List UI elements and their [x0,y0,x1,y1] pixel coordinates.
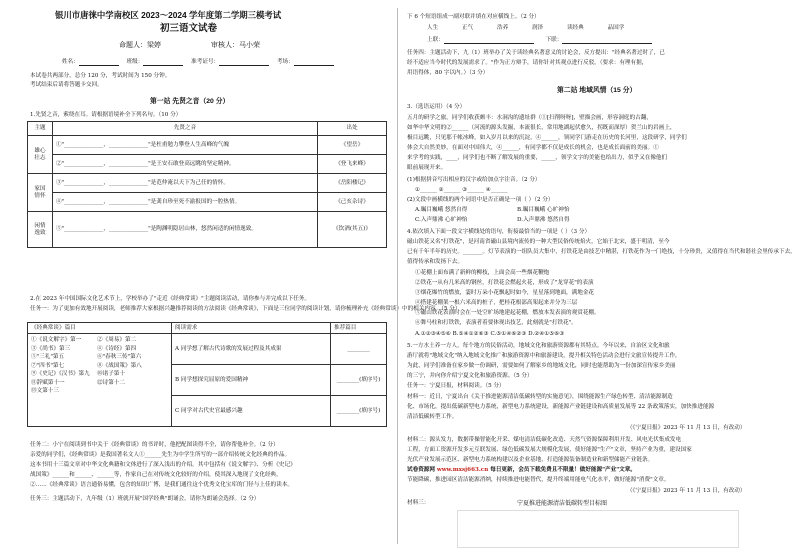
chapter-item: ⑨《史记》《汉书》第九 [31,371,90,377]
task2-passage-line-4: ②……《经典常谈》语言通俗易懂，包含的知识广博，是我们通往这个优秀文化宝库的门径与上佳的读本。 [30,482,293,488]
material-2-source: （《宁夏日报》2023 年 11 月 13 日，有改动） [627,488,746,494]
reading-need-b: B 同学想探究屈原的爱国精神 [172,365,331,396]
watermark-ad-line [407,467,636,474]
question-3: 3.（选语运用）（4 分） [407,104,466,110]
question-2-task3: 任务三：主题活动下，九年级（1）班就开展"国学经典"朗诵会，请你为朗诵会选择。（2 分） [30,496,260,502]
poem-source-1: 《望岳》 [318,136,387,155]
ad-suffix: 每日更新，会员下载免费且不限量！做好能源"产业"文章。 [488,467,636,473]
material-2-line-2: 工程，方面工资源开发多元互联发展、绿色低碳发展大规模化发展，使好能源"生产"文章，坚持产业为重，建设国家 [407,447,692,453]
poem-blank-3[interactable]: ③"______________，______________"是范仲淹以天下为己任的情怀。 [53,174,318,193]
theme-cell: 雄心 壮志 [28,136,53,174]
question-5-line-1: 5.一方水土养一方人，每个地方的民俗活动，地域文化和旅游资源都有其特点。今年以来，自治区文化和旅 [407,343,670,349]
reading-table-header-needs: 阅读需求 [172,323,331,334]
material-1-line-1: 材料一：近日，宁夏出台《关于推进能源清洁低碳转型的实施意见》，围绕能源生产绿色转型、清洁能源制造 [407,394,673,400]
lower-couplet-label: 下联： [545,37,563,43]
word-option: 人生 [427,25,439,31]
chapter-item: ①《说文解字》第一 [31,337,82,343]
school-title: 银川市唐徕中学南校区 2023～2024 学年度第二学期三模考试 [55,10,282,20]
chapter-list-cell [28,334,172,427]
upper-couplet-field[interactable] [444,37,534,44]
couplet-instruction: 下 6 个短语组成一副对联并填在对应横线上。（2 分） [407,14,540,20]
q4-item: ③烟花爆竹的燃放，霎时万朵小花飘起时如今，星星落到地面，满地金花 [415,290,595,296]
exam-room-field-label: 考场： [276,59,294,65]
material-2-line-3: 光伏产业发展示范区、新型电力系统构建以及企业基地，打造能源装备制造业和新型储能产业链条。 [407,457,654,463]
reading-table-header-chapters: 《经典常谈》篇目 [28,323,172,334]
passage3-line-5: 来学考的实践，____，同学们也不断了解发展的重要，_____，领学文字的美能也给出力，似乎又在像他们 [407,155,668,161]
question-2-task1: 任务一：为了更加有效地开展阅读，老师推荐大家根据兴趣推荐阅读的方法阅读《经典常谈》，下面是三位同学的阅读计划，请你梳理补充《经典常谈》中的相关内容。（5 分） [30,306,461,312]
chapter-row [31,346,168,355]
word-option: 浩养 [496,25,509,31]
reading-need-c: C 同学对古代史官最感兴趣 [172,396,331,427]
q4-item: ⑥舞马柱和打铁铁，表演者着要体现出技艺，此刻就是"打铁花"。 [415,320,577,326]
chapter-item: ⑦"四书"第七 [31,362,65,369]
chapter-list [31,337,168,397]
lower-couplet-field[interactable] [562,37,652,44]
passage3-line-4: 体会大自然美妙，在面对中国伟大，④______，有同学都不仅是成长的机会，也是成长面前的美丽。① [407,145,659,151]
chapter-item: ⑧《战国策》第八 [97,362,142,369]
material-1-line-3: 清洁低碳转型工作。 [407,414,458,420]
poem-blank-4[interactable]: ④"______________，______________"是龚自珍至死不渝报国的一腔热情。 [53,193,318,212]
upper-couplet-label: 上联： [427,37,444,43]
task2-passage-line-3: 战国策》______和______、______等，作家自己在对传统文化较好的介绍，使其深入地现了文化经典。 [30,472,282,478]
q4-item: ④搭建花棚架一根六米高的桩子，把桂花根部高架起来并分为三层 [415,300,578,306]
material-1-source: （《宁夏日报》2023 年 11 月 13 日，有改动） [627,425,746,431]
material-2-line-1: 材料二：源头发力，数据带操智能化开采、煤电清洁低碳化改造、天然气资源保障利用开发、风电光伏集成发电 [407,437,682,443]
question-5-line-4: 的三宁，并向你介绍宁夏文化和旅游资源。（5 分） [407,373,533,379]
recommend-blank-c[interactable]: ________(填序号) [331,396,387,427]
question-2-intro: 2.在 2023 年中国国际文化艺术节上，学校举办了"走近《经典常谈》"主题阅读活动，请你参与并完成以下任务。 [30,296,310,302]
passage4-line-2: 已有千年半年的历史。_______。灯节表演的一组队员大集中，打铁花是由技艺中精湛，打铁花作为一门绝技，十分珍贵，又值得在当代和谐社会里传承下去， [407,249,796,255]
task2-passage-line-2: 这本书用十三篇文章对中华文化典籍和文体进行了深入浅出的介绍。其中包括有《说文解字》、分析《史记》 [30,462,296,468]
student-info-fields [62,59,334,66]
exam-title: 初三语文试卷 [160,23,218,34]
task2-passage-line-1: 亲爱的同学们，《经典常谈》是我国著名文人①______先生为中学生所写的一部介绍传统文化经典的作品。 [30,452,291,458]
couplet-answer [427,37,652,44]
question-2-task2: 任务二：小宁在阅读到书中关于《经典常谈》的书评时，他把配图读得不全，请你帮他补全。（2 分） [30,442,279,448]
word-option: 读经典 [566,25,584,31]
chapter-row [31,363,168,372]
word-option: 润泽 [531,25,544,31]
material-2-line-4: 节能降碳，推进园区清洁能源消纳，持续推进电能替代，提升终端用能电气化水平，做好能源"消费"文章。 [407,477,670,483]
material-3-label: 材料三： [407,500,430,506]
exam-notice-1: 本试卷共两部分，总分 120 分，考试时间为 150 分钟。 [30,73,171,79]
section1-title: 第一站 先贤之音（20 分） [150,98,230,105]
poem-source-3: 《岳阳楼记》 [318,174,387,193]
passage3-line-6: 眼前展现开来。 [407,165,447,171]
poem-source-5: 《饮酒(其五)》 [318,212,387,248]
section2-title: 第二站 地域风情（15 分） [557,87,637,94]
column-divider [397,8,398,544]
question-5-line-2: 游厅就将"地域文化"纳入地域文化推广和旅游资源中和旅游建设，提升相关特色活动会进行文旅宣传提升工作， [407,353,681,359]
poem-blank-1[interactable]: ①"______________，______________"是杜甫勉力攀登人生高峰的气魄 [53,136,318,155]
word-bank [427,25,624,32]
word-option: 品国学 [607,25,625,31]
poem-blank-2[interactable]: ②"______________，______________"是王安石敢登高远眺的坚定精神。 [53,155,318,174]
chapter-row [31,337,168,346]
chapter-item: ⑬文第十三 [31,388,59,394]
author-line: 命题人：梁婷 [119,41,161,49]
poem-table [27,121,387,248]
passage4-line-1: 磁山铁花又名"打铁花"，是河南省磁山县境内流传的一种大型民俗传统焰火，它始于北宋，盛于明清，至今 [407,239,670,245]
exam-notice-2: 考试结束后请将答题卡交回。 [30,82,103,88]
poem-table-header-quote: 先贤之音 [53,122,318,136]
word-option: 正气 [461,25,474,31]
q4-options[interactable]: A.①②③④⑤⑥ B.⑤④①②⑥③ C.⑤①④⑥②③ D.②④①⑤⑥③ [415,331,565,337]
chapter-item: ④《诗经》第四 [97,345,137,352]
option-c[interactable]: C.入声鼎沸 心旷神怡 [415,217,468,223]
option-d[interactable]: D.入声鼎沸 悠然自得 [517,217,570,223]
chapter-item: ⑫诗第十二 [97,379,125,386]
poem-source-4: 《己亥杂诗》 [318,193,387,212]
question-3-2: (2)文段中画横线的两个词语中是否正确是一项（ ）（2 分） [407,197,554,203]
passage3-line-1: 五月的研学之旅，同学们收获颇丰：水洞沟的遗址群（①[扫削呀呀]，壁描会画，形容洞庭的古翻， [407,115,652,121]
question-5-line-3: 为此，同学们准备在家乡做一份调研，需要如何了解家乡的地域文化，同时也能帮助为一份加深宣传家乡美丽 [407,363,676,369]
exam-number-field[interactable] [219,59,269,66]
poem-blank-5[interactable]: ⑤"______________，______________"是陶渊明隐居山林，悠然闲适的闲情逸致。 [53,212,318,248]
reading-plan-table [27,322,387,427]
chapter-item: ⑥"春秋三传"第六 [97,354,142,360]
q4-item: ②铁花一从有几米高的钢丝，打铁花会燃起火花，形成了"龙穿花"的表演 [415,280,594,286]
material-1-line-2: 化、市场化，提出低碳新型电力系统，新型电力系统建设，新能源产业链建设和高质量发展等 22 条政策落实，加快推进能源 [407,404,715,410]
reviewer-line: 审核人：马小荣 [211,41,260,49]
material-3-chart-area [457,510,739,548]
option-a[interactable]: A.瞩目巍峨 悠然自得 [415,207,468,213]
task4-line-2: 经不适应当今时代的发展需求了。"作为正方辩手，请你针对其观点进行反驳。（要求：有理有据， [407,60,648,66]
chapter-item: ⑩诸子第十 [97,371,125,377]
task4-line-3: 用语得体，80 字以内。）（3 分） [407,70,489,76]
material-3-chart-title: 宁夏推进能源清洁低碳转型目标图 [517,500,608,507]
question-5-task1: 任务一：宁夏日报，材料阅读。（5 分） [407,383,505,389]
chapter-item: ③《尚书》第三 [31,345,71,352]
chapter-item: ⑤"三礼"第五 [31,354,65,360]
chapter-row [31,388,168,397]
exam-number-field-label: 准考证号： [191,59,220,65]
poem-source-2: 《登飞来峰》 [318,155,387,174]
class-field-label: 班级： [126,59,144,65]
ad-prefix: 试卷资源网 [407,467,437,473]
poem-table-header-theme: 主题 [28,122,53,136]
reading-table-header-recommend: 推荐篇目 [331,323,387,334]
q4-item: ①花棚上面布满了新鲜的柳枝，上面会高一些烟花鞭炮 [415,270,550,276]
chapter-row [31,371,168,380]
question-3-1: (1)根据拼音写出相应的汉字或给加点字注音。（2 分） [407,177,541,183]
passage3-line-3: 极目远眺，只见那千帐冰峰，如入岁月以来的沉淀，④______，领同学门游走在历史的长河里，这段研学，同学们 [407,135,687,141]
ad-site-link[interactable]: www.mxsj663.cn [436,467,489,473]
question-4: 4.依次填入下面一段文字横线处的语句，衔接最恰当的一项是（ ）（3 分） [407,229,591,235]
exam-room-field[interactable] [294,59,334,66]
chapter-row [31,380,168,389]
q4-item: ⑤磁山铁花表演时会在一处空旷场地建起花棚，燃放本发表演的观赏花棚。 [415,310,600,316]
recommend-blank-a[interactable]: ________ [331,334,387,365]
right-column [397,0,794,550]
recommend-blank-b[interactable]: ________(填序号) [331,365,387,396]
poem-table-header-source: 出处 [318,122,387,136]
question-3-1-blanks[interactable]: ①______ ②______ ③______ ④______ [415,187,508,193]
chapter-item: ⑪辞赋第十一 [31,379,65,386]
chapter-row [31,354,168,363]
chapter-item: ②《周易》第二 [97,337,137,343]
question-1: 1.先贤之音，萦绕在耳。请根据语境补全下列名句。（10 分） [30,112,182,118]
passage3-line-2: 如华中华文明的②______（河流的源头发掘，本流很长，常用地湖起伏愈久，拐既而深厚）贺兰山的岩画上， [407,125,676,131]
class-field[interactable] [143,59,183,66]
theme-cell: 闲情 逸致 [28,212,53,248]
reading-need-a: A 同学想了解古代诗歌的发展过程及其成果 [172,334,331,365]
task4-line-1: 任务四：主题活动下，九（1）班举办了关于读经典名著意义的讨论会，反方提出："经典名著过时了，已 [407,50,665,56]
passage4-line-3: 值得传承和发扬下去。 [407,259,463,265]
option-b[interactable]: B.瞩目巍峨 心旷神怡 [517,207,570,213]
name-field[interactable] [79,59,119,66]
name-field-label: 姓名： [62,59,79,65]
theme-cell: 家国 情怀 [28,174,53,212]
